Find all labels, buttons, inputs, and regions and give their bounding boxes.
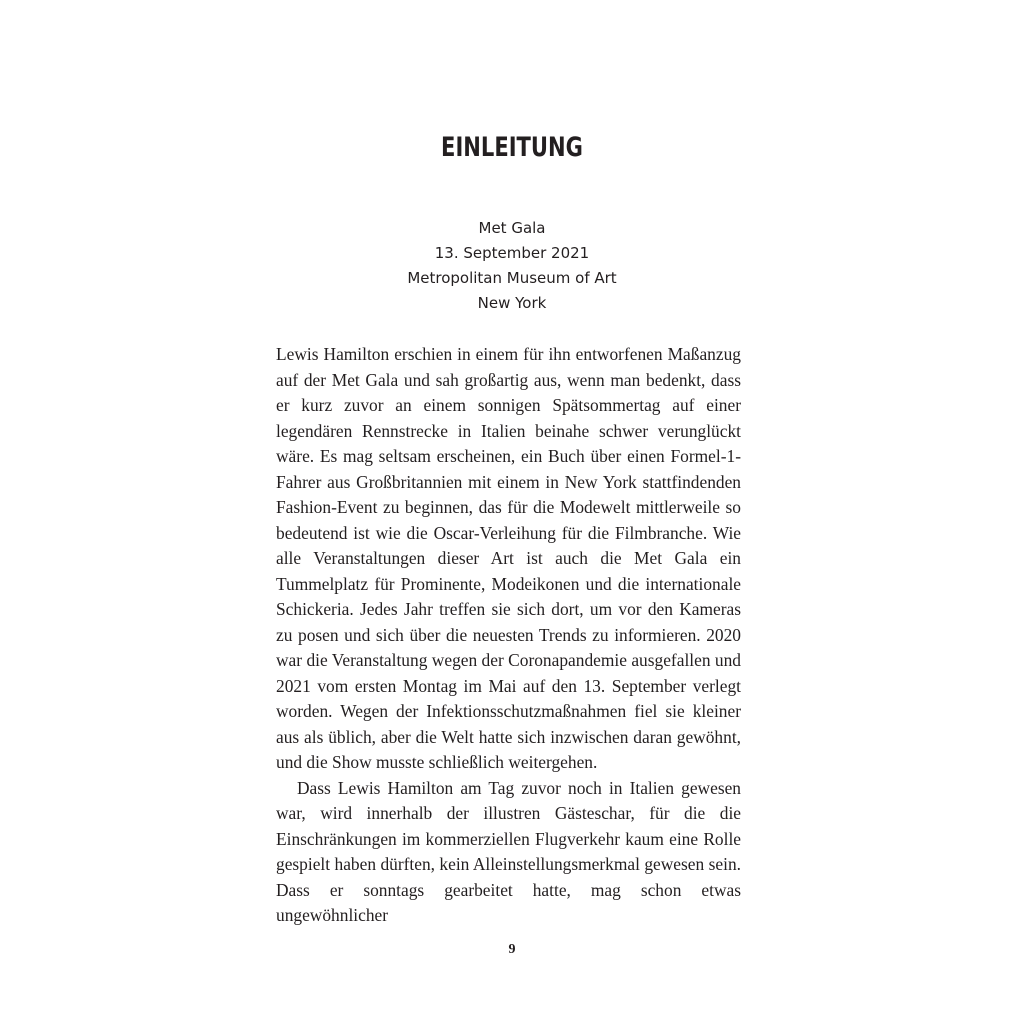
dateline-event: Met Gala [478,219,546,237]
page-number: 9 [508,942,516,957]
paragraph: Dass Lewis Hamilton am Tag zuvor noch in Italien gewesen war, wird innerhalb der illustren Gästeschar, für die die Einschränkungen im kommerziellen Flugverkehr kaum eine Rolle gespielt haben dürften, kein Alleinstellungsmerkmal gewesen sein. Dass er sonntags gearbeitet hatte, mag schon etwas ungewöhnlicher [276,777,741,925]
body-text [276,342,741,929]
dateline-city: New York [477,294,547,312]
chapter-title: EINLEITUNG [441,132,583,163]
dateline-date: 13. September 2021 [434,244,590,262]
paragraph: Lewis Hamilton erschien in einem für ihn entworfenen Maßanzug auf der Met Gala und sah großartig aus, wenn man bedenkt, dass er kurz zuvor an einem sonnigen Spätsommertag auf einer legendären Rennstrecke in Italien beinahe schwer verunglückt wäre. Es mag seltsam erscheinen, ein Buch über einen Formel-1-Fahrer aus Großbritannien mit einem in New York stattfindenden Fashion-Event zu beginnen, das für die Modewelt mittlerweile so bedeutend ist wie die Oscar-Verleihung für die Filmbranche. Wie alle Veranstaltungen dieser Art ist auch die Met Gala ein Tummelplatz für Prominente, Modeikonen und die internationale Schickeria. Jedes Jahr treffen sie sich dort, um vor den Kameras zu posen und sich über die neuesten Trends zu informieren. 2020 war die Veranstaltung wegen der Coronapandemie ausgefallen und 2021 vom ersten Montag im Mai auf den 13. September verlegt worden. Wegen der Infektionsschutzmaßnahmen fiel sie kleiner aus als üblich, aber die Welt hatte sich inzwischen daran gewöhnt, und die Show musste schließlich weitergehen. [276,344,741,772]
dateline [0,216,1024,316]
dateline-venue: Metropolitan Museum of Art [407,269,617,287]
